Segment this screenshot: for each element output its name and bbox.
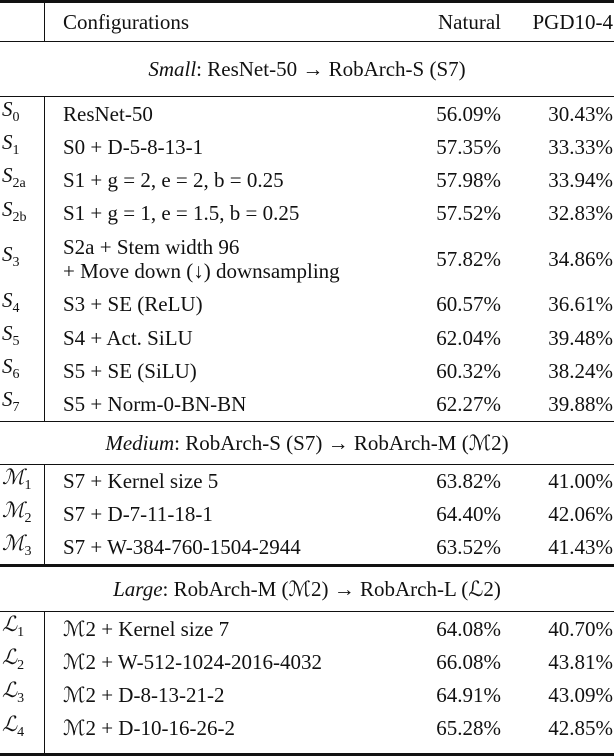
config-text: S7 + W-384-760-1504-2944 [63,535,301,560]
configuration-cell [45,612,412,646]
pgd-accuracy: 42.85% [548,716,613,741]
symbol: S [2,320,13,345]
natural-accuracy: 63.82% [436,469,501,494]
symbol-subscript: 3 [24,544,32,560]
column-divider [36,612,45,646]
table-row [0,678,614,711]
pgd-accuracy: 34.86% [548,246,613,271]
table-row [0,321,614,354]
symbol-subscript: 2 [24,510,32,526]
symbol-subscript: 4 [12,300,20,316]
natural-accuracy: 64.08% [436,616,501,641]
column-divider [36,230,45,288]
row-symbol [0,163,36,196]
config-text: S1 + g = 1, e = 1.5, b = 0.25 [63,201,300,226]
row-symbol [0,387,36,421]
row-symbol [0,645,36,678]
column-divider [36,197,45,230]
pgd-accuracy: 43.09% [548,683,613,708]
config-text: ℳ2 + D-8-13-21-2 [63,683,225,708]
symbol-subscript: 2a [12,176,26,192]
config-text: ℳ2 + D-10-16-26-2 [63,716,235,741]
configuration-cell [45,197,412,230]
row-symbol [0,678,36,711]
column-divider [36,678,45,711]
row-symbol [0,197,36,230]
header-configurations: Configurations [45,2,412,42]
table-row [0,387,614,421]
natural-accuracy: 60.32% [436,358,501,383]
column-divider [36,321,45,354]
natural-accuracy: 66.08% [436,649,501,674]
configuration-cell [45,498,412,531]
header-blank [0,2,36,42]
row-symbol [0,531,36,566]
symbol: S [2,97,13,121]
row-symbol [0,464,36,498]
pgd-accuracy: 41.00% [548,469,613,494]
configuration-cell [45,163,412,196]
configuration-cell [45,464,412,498]
natural-accuracy: 57.52% [436,201,501,226]
natural-accuracy: 65.28% [436,716,501,741]
column-divider [36,163,45,196]
column-divider [36,288,45,321]
table-row [0,464,614,498]
configuration-cell [45,354,412,387]
config-line-1: S2a + Stem width 96 [63,234,240,259]
symbol: S [2,387,13,412]
row-symbol [0,130,36,163]
pgd-accuracy: 32.83% [548,201,613,226]
section-caption [0,42,614,97]
column-divider [36,354,45,387]
symbol-subscript: 5 [12,334,20,350]
symbol-subscript: 4 [17,724,25,740]
symbol-subscript: 0 [12,110,20,126]
symbol: ℒ [2,645,18,670]
table-row [0,498,614,531]
header-row [0,2,614,42]
config-text: ℳ2 + Kernel size 7 [63,616,230,641]
column-divider [36,645,45,678]
config-line-2: + Move down (↓) downsampling [63,258,340,283]
column-divider [36,130,45,163]
natural-accuracy: 64.91% [436,683,501,708]
pgd-accuracy: 33.94% [548,167,613,192]
symbol-subscript: 7 [12,400,20,416]
natural-accuracy: 62.27% [411,387,501,421]
column-divider [36,2,45,42]
section-caption-row [0,566,614,612]
config-text: ResNet-50 [63,101,153,126]
pgd-accuracy: 42.06% [548,502,613,527]
natural-accuracy: 63.52% [411,531,501,566]
table-row [0,712,614,755]
pgd-accuracy: 38.24% [548,358,613,383]
symbol: ℒ [2,678,18,703]
table-row [0,612,614,646]
symbol-subscript: 1 [24,477,32,493]
caption-text: : ResNet-50 → RobArch-S (S7) [196,57,466,81]
config-text: ℳ2 + W-512-1024-2016-4032 [63,649,323,674]
section-caption-row [0,42,614,97]
section-caption [0,421,614,464]
config-text: S3 + SE (ReLU) [63,292,203,317]
row-symbol [0,354,36,387]
pgd-accuracy: 43.81% [548,649,613,674]
column-divider [36,531,45,566]
symbol: S [2,242,13,267]
symbol: S [2,163,13,188]
config-text: S7 + D-7-11-18-1 [63,502,213,527]
row-symbol [0,498,36,531]
configuration-cell [45,531,412,566]
header-pgd: PGD10-4 [501,2,614,42]
configuration-cell [45,678,412,711]
caption-italic: Medium [105,430,175,455]
config-text: S5 + Norm-0-BN-BN [63,391,247,416]
caption-text: : RobArch-S (S7) → RobArch-M (ℳ2) [174,430,509,455]
natural-accuracy: 62.04% [436,325,501,350]
symbol-subscript: 6 [12,367,20,383]
table-row [0,288,614,321]
symbol: ℒ [2,711,18,736]
section-caption [0,566,614,612]
row-symbol [0,288,36,321]
config-text: S5 + SE (SiLU) [63,358,197,383]
row-symbol [0,230,36,288]
symbol: S [2,287,13,312]
pgd-accuracy: 36.61% [548,292,613,317]
symbol: ℳ [2,464,25,489]
config-text: S7 + Kernel size 5 [63,469,219,494]
row-symbol [0,97,36,131]
symbol-subscript: 1 [12,143,20,159]
symbol-subscript: 3 [17,691,25,707]
natural-accuracy: 57.35% [436,134,501,159]
pgd-accuracy: 33.33% [548,134,613,159]
symbol-subscript: 2b [12,209,27,225]
table-row [0,645,614,678]
table-row [0,163,614,196]
column-divider [36,712,45,755]
caption-text: : RobArch-M (ℳ2) → RobArch-L (ℒ2) [162,577,501,602]
natural-accuracy: 57.98% [436,167,501,192]
configuration-cell [45,288,412,321]
configuration-cell [45,645,412,678]
symbol: ℳ [2,530,25,555]
configuration-cell [45,130,412,163]
caption-italic: Small [148,57,197,81]
configuration-cell [45,97,412,131]
symbol: S [2,354,13,379]
configuration-cell [45,712,412,755]
symbol: ℳ [2,497,25,522]
natural-accuracy: 60.57% [436,292,501,317]
configuration-cell [45,387,412,421]
pgd-accuracy: 39.88% [501,387,614,421]
table-row [0,197,614,230]
table-row [0,230,614,288]
pgd-accuracy: 41.43% [501,531,614,566]
pgd-accuracy: 30.43% [548,101,613,126]
symbol-subscript: 2 [17,658,25,674]
caption-italic: Large [113,577,163,602]
row-symbol [0,612,36,646]
natural-accuracy: 56.09% [436,101,501,126]
config-text: S4 + Act. SiLU [63,325,193,350]
symbol-subscript: 1 [17,625,25,641]
configuration-cell [45,321,412,354]
symbol-subscript: 3 [12,255,20,271]
pgd-accuracy: 40.70% [548,616,613,641]
symbol: S [2,130,13,155]
symbol: S [2,196,13,221]
column-divider [36,387,45,421]
column-divider [36,97,45,131]
config-text: S0 + D-5-8-13-1 [63,134,204,159]
header-natural: Natural [411,2,501,42]
table-row [0,531,614,566]
natural-accuracy: 64.40% [436,502,501,527]
configuration-cell [45,230,412,288]
row-symbol [0,712,36,755]
table-row [0,130,614,163]
section-caption-row [0,421,614,464]
table-row [0,97,614,131]
natural-accuracy: 57.82% [436,246,501,271]
column-divider [36,464,45,498]
table-row [0,354,614,387]
column-divider [36,498,45,531]
pgd-accuracy: 39.48% [548,325,613,350]
row-symbol [0,321,36,354]
symbol: ℒ [2,612,18,637]
config-text: S1 + g = 2, e = 2, b = 0.25 [63,167,284,192]
